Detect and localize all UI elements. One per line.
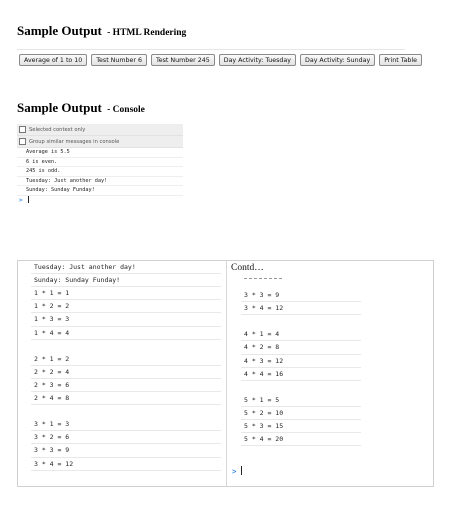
contd-label: Contd… xyxy=(231,263,264,273)
console-large-right xyxy=(226,260,434,487)
console-line: 1 * 1 = 1 xyxy=(34,289,70,298)
text-caret xyxy=(241,466,242,475)
console-prompt[interactable] xyxy=(17,196,183,205)
console-prompt[interactable] xyxy=(232,466,242,476)
clipped-line xyxy=(244,278,282,281)
console-line: 5 * 4 = 20 xyxy=(244,435,284,444)
line-separator xyxy=(31,404,221,405)
divider xyxy=(17,49,405,50)
console-line: 5 * 1 = 5 xyxy=(244,395,280,404)
option-label: Selected context only xyxy=(29,126,86,133)
console-line: 3 * 1 = 3 xyxy=(34,420,70,429)
prompt-chevron-icon: > xyxy=(19,196,23,204)
console-line: 2 * 1 = 2 xyxy=(34,354,70,363)
console-line: 245 is odd. xyxy=(17,167,183,177)
console-large-left xyxy=(17,260,225,487)
day-activity-sunday-button[interactable]: Day Activity: Sunday xyxy=(300,54,375,66)
console-line: 2 * 3 = 6 xyxy=(34,380,70,389)
group-similar-option[interactable] xyxy=(17,136,183,148)
console-line: 3 * 3 = 9 xyxy=(34,446,70,455)
line-separator xyxy=(31,470,221,471)
selected-context-option[interactable] xyxy=(17,124,183,136)
heading-title: Sample Output xyxy=(17,100,102,115)
console-line: 3 * 3 = 9 xyxy=(244,291,280,299)
line-separator xyxy=(241,380,361,381)
print-table-button[interactable]: Print Table xyxy=(379,54,422,66)
console-line: 1 * 2 = 2 xyxy=(34,302,70,311)
console-line: 6 is even. xyxy=(17,158,183,168)
button-row xyxy=(19,54,422,66)
console-line: Sunday: Sunday Funday! xyxy=(34,276,121,285)
heading-title: Sample Output xyxy=(17,23,102,38)
test-number-245-button[interactable]: Test Number 245 xyxy=(151,54,215,66)
console-line: 5 * 3 = 15 xyxy=(244,422,284,430)
checkbox-icon[interactable] xyxy=(19,138,26,145)
console-line: 3 * 4 = 12 xyxy=(244,304,284,313)
console-line: 4 * 2 = 8 xyxy=(244,343,280,352)
heading-subtitle: - HTML Rendering xyxy=(107,28,187,38)
console-line: Tuesday: Just another day! xyxy=(34,263,136,271)
console-line: 1 * 4 = 4 xyxy=(34,328,70,337)
prompt-chevron-icon: > xyxy=(232,467,237,476)
console-line: Average is 5.5 xyxy=(17,148,183,158)
checkbox-icon[interactable] xyxy=(19,126,26,133)
option-label: Group similar messages in console xyxy=(29,138,120,145)
console-line: 3 * 2 = 6 xyxy=(34,433,70,442)
day-activity-tuesday-button[interactable]: Day Activity: Tuesday xyxy=(219,54,296,66)
console-line: 1 * 3 = 3 xyxy=(34,315,70,324)
line-separator xyxy=(31,339,221,340)
test-number-6-button[interactable]: Test Number 6 xyxy=(91,54,147,66)
text-caret xyxy=(28,196,29,203)
line-separator xyxy=(241,445,361,446)
console-heading xyxy=(17,100,145,116)
console-line: 4 * 4 = 16 xyxy=(244,369,284,378)
console-line: Tuesday: Just another day! xyxy=(17,177,183,187)
console-line: 5 * 2 = 10 xyxy=(244,408,284,417)
console-line: 3 * 4 = 12 xyxy=(34,459,74,468)
html-rendering-heading xyxy=(17,23,186,39)
line-separator xyxy=(241,314,361,315)
heading-subtitle: - Console xyxy=(107,105,145,115)
console-line: 4 * 3 = 12 xyxy=(244,356,284,365)
console-line: 2 * 2 = 4 xyxy=(34,367,70,376)
console-line: 2 * 4 = 8 xyxy=(34,394,70,402)
console-small xyxy=(17,124,183,209)
console-line: 4 * 1 = 4 xyxy=(244,330,280,339)
average-button[interactable]: Average of 1 to 10 xyxy=(19,54,87,66)
console-line: Sunday: Sunday Funday! xyxy=(17,186,183,196)
